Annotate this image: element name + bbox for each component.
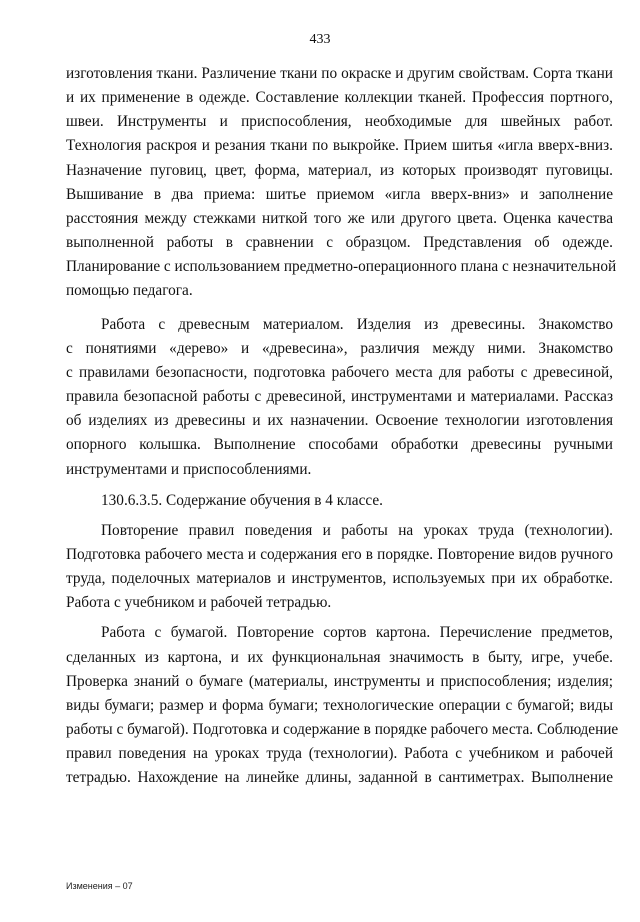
text-line: Работа с бумагой. Повторение сортов картона. Перечисление предметов,	[101, 624, 613, 642]
paragraph-textile	[66, 62, 617, 304]
text-line: правила безопасной работы с древесиной, инструментами и материалами. Рассказ	[66, 388, 613, 406]
text-line: об изделиях из древесины и их назначении. Освоение технологии изготовления	[66, 412, 613, 430]
page-body	[66, 62, 619, 791]
text-line: инструментами и приспособлениями.	[66, 460, 312, 478]
page-number: 433	[309, 32, 331, 47]
text-line: тетрадью. Нахождение на линейке длины, заданной в сантиметрах. Выполнение	[66, 769, 613, 787]
text-line: Работа с учебником и рабочей тетрадью.	[66, 594, 332, 612]
text-line: швеи. Инструменты и приспособления, необходимые для швейных работ.	[66, 113, 613, 131]
text-line: и их применение в одежде. Составление коллекции тканей. Профессия портного,	[66, 89, 613, 107]
page-footer: Изменения – 07	[66, 881, 133, 891]
section-heading	[66, 489, 613, 513]
paragraph-repetition	[66, 519, 613, 616]
text-line: выполненной работы в сравнении с образцом. Представления об одежде.	[66, 234, 613, 252]
text-line: изготовления ткани. Различение ткани по окраске и другим свойствам. Сорта ткани	[66, 65, 613, 82]
text-line: Повторение правил поведения и работы на уроках труда (технологии).	[101, 521, 613, 539]
text-line: расстояния между стежками ниткой того же или другого цвета. Оценка качества	[66, 209, 613, 227]
text-line: виды бумаги; размер и форма бумаги; технологические операции с бумагой; виды	[66, 696, 613, 714]
text-line: с понятиями «дерево» и «древесина», различия между ними. Знакомство	[66, 339, 613, 357]
text-line: с правилами безопасности, подготовка рабочего места для работы с древесиной,	[66, 363, 613, 381]
text-line: Назначение пуговиц, цвет, форма, материал, из которых производят пуговицы.	[66, 161, 613, 179]
text-line: Планирование с использованием предметно-операционного плана с незначительной	[66, 258, 617, 276]
text-line: 130.6.3.5. Содержание обучения в 4 классе.	[101, 491, 383, 509]
text-line: Подготовка рабочего места и содержания его в порядке. Повторение видов ручного	[66, 545, 613, 563]
paragraph-paper	[66, 621, 619, 790]
text-line: Технология раскроя и резания ткани по выкройке. Прием шитья «игла вверх-вниз.	[66, 137, 613, 155]
text-line: работы с бумагой). Подготовка и содержание в порядке рабочего места. Соблюдение	[66, 721, 619, 739]
paragraph-wood	[66, 313, 613, 482]
text-line: опорного колышка. Выполнение способами обработки древесины ручными	[66, 436, 613, 454]
text-line: помощью педагога.	[66, 282, 193, 300]
text-line: Проверка знаний о бумаге (материалы, инструменты и приспособления; изделия;	[66, 672, 613, 690]
text-line: Работа с древесным материалом. Изделия из древесины. Знакомство	[101, 315, 613, 333]
text-line: правил поведения на уроках труда (технологии). Работа с учебником и рабочей	[66, 745, 613, 763]
text-line: сделанных из картона, и их функциональная значимость в быту, игре, учебе.	[66, 648, 613, 666]
text-line: труда, поделочных материалов и инструментов, используемых при их обработке.	[66, 570, 613, 588]
text-line: Вышивание в два приема: шитье приемом «игла вверх-вниз» и заполнение	[66, 185, 613, 203]
